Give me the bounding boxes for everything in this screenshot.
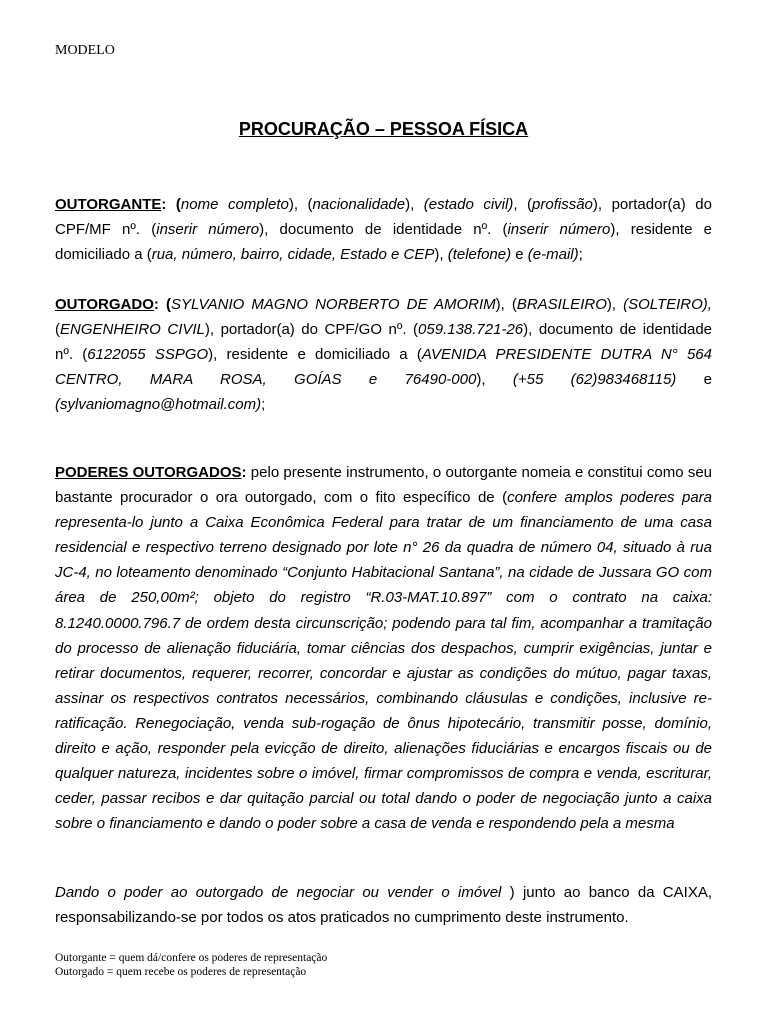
outorgante-identidade: inserir número bbox=[507, 221, 611, 239]
outorgado-text-2: ), bbox=[606, 296, 624, 313]
outorgante-text-7: ), bbox=[434, 246, 448, 264]
outorgante-colon: : ( bbox=[161, 196, 181, 213]
outorgado-telefone: (+55 (62)983468115) bbox=[512, 371, 677, 389]
footnote-outorgante: Outorgante = quem dá/confere os poderes de representação bbox=[55, 952, 328, 964]
poderes-intro: pelo presente instrumento, o outorgante nomeia e constitui como seu bastante procurador o ora outorgado, com o fito específico de ( bbox=[55, 464, 712, 507]
outorgado-text-4: ), portador(a) do CPF/GO nº. ( bbox=[204, 321, 419, 339]
outorgante-endereco: rua, número, bairro, cidade, Estado e CEP bbox=[151, 246, 435, 264]
outorgante-nome: nome completo bbox=[180, 196, 289, 213]
outorgante-text-8: e bbox=[511, 246, 528, 264]
outorgado-text-7: ), bbox=[476, 371, 513, 389]
dando-paragraph bbox=[55, 880, 712, 930]
outorgado-text-3: ( bbox=[55, 321, 60, 339]
outorgante-nacionalidade: nacionalidade bbox=[312, 196, 406, 213]
outorgante-profissao: profissão bbox=[532, 196, 593, 213]
outorgante-text-4: ), portador(a) do CPF/MF nº. ( bbox=[55, 196, 712, 239]
outorgado-text-9: ; bbox=[261, 396, 266, 414]
outorgado-email: (sylvaniomagno@hotmail.com) bbox=[55, 396, 262, 414]
outorgado-nome: SYLVANIO MAGNO NORBERTO DE AMORIM bbox=[170, 296, 496, 313]
outorgado-endereco: AVENIDA PRESIDENTE DUTRA N° 564 CENTRO, MARA ROSA, GOÍAS e 76490-000 bbox=[55, 346, 712, 389]
outorgado-label: OUTORGADO bbox=[55, 296, 154, 313]
outorgado-text-8: e bbox=[676, 371, 712, 389]
dando-rest: ) junto ao banco da CAIXA, responsabilizando-se por todos os atos praticados no cumprimento deste instrumento. bbox=[55, 884, 712, 927]
model-label: MODELO bbox=[55, 43, 115, 58]
outorgante-estado-civil: (estado civil) bbox=[423, 196, 514, 213]
outorgado-text-1: ), ( bbox=[495, 296, 517, 313]
outorgante-text-1: ), ( bbox=[288, 196, 313, 213]
outorgante-text-3: , ( bbox=[513, 196, 533, 213]
outorgado-colon: : ( bbox=[153, 296, 171, 313]
poderes-body: confere amplos poderes para representa-lo junto a Caixa Econômica Federal para tratar de um financiamento de uma casa residencial e respectivo terreno designado por lote n° 26 da quadra de número 04, situado à rua JC-4, no loteamento denominado “Conjunto Habitacional Santana”, na cidade de Jussara GO com área de 250,00m²; objeto do registro “R.03-MAT.10.897” com o contrato na caixa: 8.1240.0000.796.7 de ordem desta circunscrição; podendo para tal fim, acompanhar a tramitação do processo de alienação fiduciária, tomar ciências dos despachos, cumprir exigências, juntar e retirar documentos, requerer, recorrer, concordar e ajustar as condições do mútuo, pagar taxas, assinar os respectivos contratos necessários, combinando cláusulas e condições, inclusive re-ratificação. Renegociação, venda sub-rogação de ônus hipotecário, transmitir posse, domínio, direito e ação, responder pela evicção de direito, alienações fiduciárias e encargos fiscais ou de qualquer natureza, incidentes sobre o imóvel, firmar compromissos de compra e venda, escriturar, ceder, passar recibos e dar quitação parcial ou total dando o poder de negociação junto a caixa sobre o financiamento e dando o poder sobre a casa de venda e respondendo pela a mesma bbox=[55, 489, 712, 833]
outorgante-cpf: inserir número bbox=[156, 221, 260, 239]
outorgante-email: (e-mail) bbox=[527, 246, 579, 264]
outorgado-estado-civil: (SOLTEIRO), bbox=[623, 296, 712, 313]
outorgante-text-5: ), documento de identidade nº. ( bbox=[259, 221, 508, 239]
document-body bbox=[55, 0, 712, 1024]
outorgado-profissao: ENGENHEIRO CIVIL bbox=[60, 321, 205, 339]
outorgado-cpf: 059.138.721-26 bbox=[418, 321, 524, 339]
footnotes bbox=[55, 951, 327, 979]
document-title: PROCURAÇÃO – PESSOA FÍSICA bbox=[238, 119, 529, 139]
outorgado-text-5: ), documento de identidade nº. ( bbox=[55, 321, 713, 364]
dando-italic: Dando o poder ao outorgado de negociar ou vender o imóvel bbox=[55, 884, 502, 901]
outorgado-nacionalidade: BRASILEIRO bbox=[516, 296, 607, 313]
outorgante-text-6: ), residente e domiciliado a ( bbox=[55, 221, 712, 264]
footnote-outorgado: Outorgado = quem recebe os poderes de representação bbox=[55, 966, 307, 978]
poderes-colon: : bbox=[241, 464, 247, 481]
poderes-paragraph bbox=[55, 460, 712, 836]
poderes-label: PODERES OUTORGADOS bbox=[55, 464, 242, 481]
outorgante-text-9: ; bbox=[578, 246, 583, 264]
outorgante-label: OUTORGANTE bbox=[55, 196, 162, 213]
outorgante-text-2: ), bbox=[405, 196, 424, 213]
outorgante-telefone: (telefone) bbox=[447, 246, 512, 264]
outorgado-text-6: ), residente e domiciliado a ( bbox=[208, 346, 422, 364]
outorgado-identidade: 6122055 SSPGO bbox=[87, 346, 209, 364]
outorgante-paragraph bbox=[55, 192, 712, 267]
outorgado-paragraph bbox=[55, 292, 712, 417]
